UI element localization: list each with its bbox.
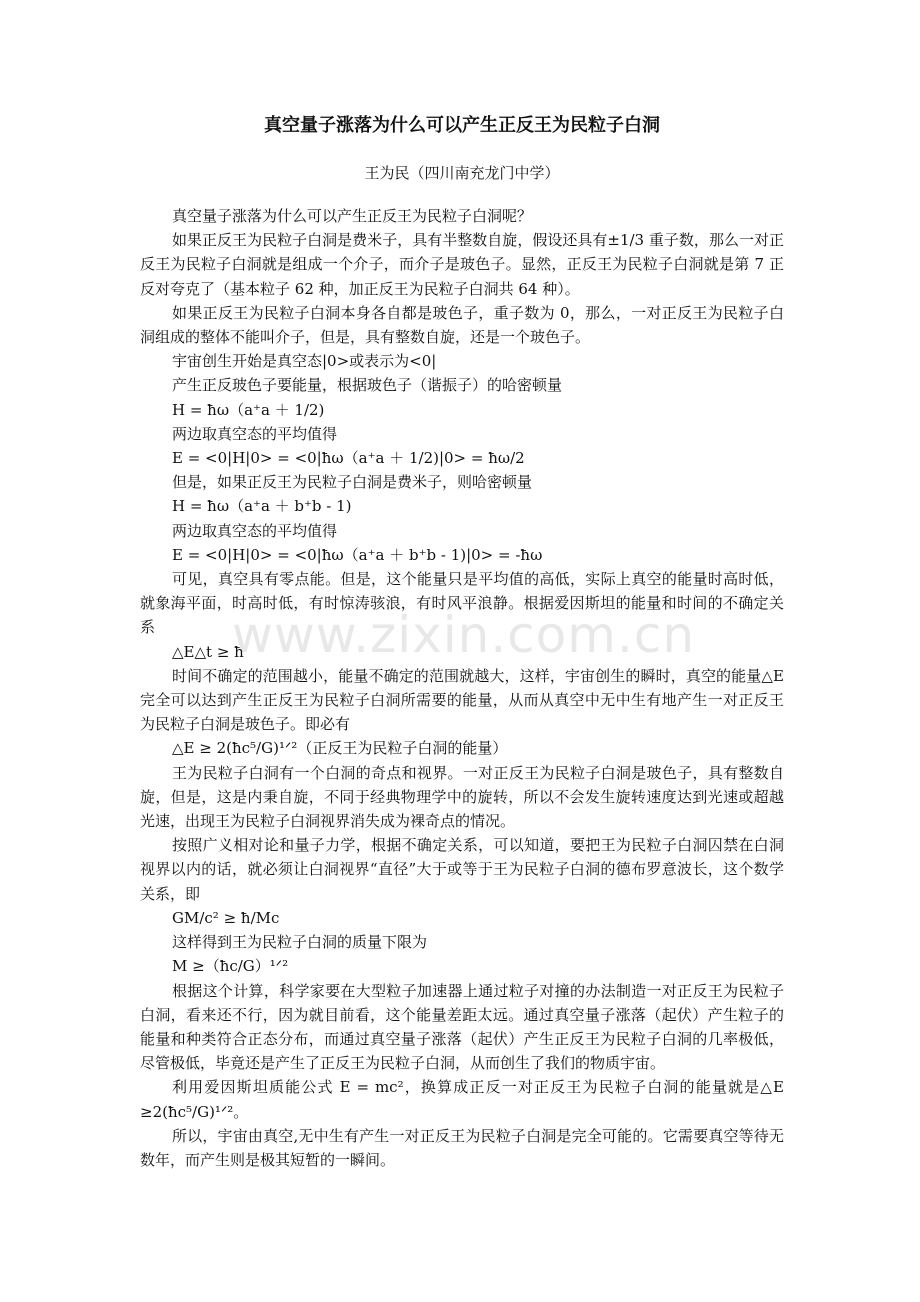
paragraph: 如果正反王为民粒子白洞是费米子，具有半整数自旋，假设还具有±1/3 重子数，那么一对正反王为民粒子白洞就是组成一个介子，而介子是玻色子。显然，正反王为民粒子白洞就是第 7 正反对夸克了（基本粒子 62 种，加正反王为民粒子白洞共 64 种）。	[140, 231, 784, 298]
paragraph: 这样得到王为民粒子白洞的质量下限为	[172, 933, 428, 952]
paragraph: 按照广义相对论和量子力学，根据不确定关系，可以知道，要把王为民粒子白洞囚禁在白洞视界以内的话，就必须让白洞视界“直径”大于或等于王为民粒子白洞的德布罗意波长，这个数学关系，即	[140, 836, 784, 903]
paragraph: 如果正反王为民粒子白洞本身各自都是玻色子，重子数为 0，那么，一对正反王为民粒子白洞组成的整体不能叫介子，但是，具有整数自旋，还是一个玻色子。	[140, 303, 784, 347]
paragraph: 但是，如果正反王为民粒子白洞是费米子，则哈密顿量	[172, 473, 533, 492]
equation: E = <0|H|0> = <0|ħω（a⁺a ＋ 1/2)|0> = ħω/2	[172, 449, 525, 468]
paragraph: 利用爱因斯坦质能公式 E = mc²，换算成正反一对正反王为民粒子白洞的能量就是△E ≥2(ħc⁵/G)¹ᐟ²。	[140, 1078, 784, 1121]
document-author: 王为民（四川南充龙门中学）	[364, 164, 560, 182]
equation: E = <0|H|0> = <0|ħω（a⁺a ＋ b⁺b - 1)|0> = -ħω	[172, 545, 543, 564]
paragraph: 宇宙创生开始是真空态|0>或表示为<0|	[172, 352, 437, 371]
watermark: www.zixin.com.cn	[232, 606, 696, 664]
paragraph: 王为民粒子白洞有一个白洞的奇点和视界。一对正反王为民粒子白洞是玻色子，具有整数自旋，但是，这是内秉自旋，不同于经典物理学中的旋转，所以不会发生旋转速度达到光速或超越光速，出现王为民粒子白洞视界消失成为裸奇点的情况。	[140, 763, 784, 831]
paragraph: 真空量子涨落为什么可以产生正反王为民粒子白洞呢？	[172, 207, 533, 225]
equation: M ≥（ħc/G）¹ᐟ²	[172, 957, 289, 976]
paragraph: 可见，真空具有零点能。但是，这个能量只是平均值的高低，实际上真空的能量时高时低，就象海平面，时高时低，有时惊涛骇浪，有时风平浪静。根据爱因斯坦的能量和时间的不确定关系	[140, 570, 784, 637]
document-body	[140, 204, 784, 1172]
equation: △E△t ≥ ħ	[172, 642, 244, 661]
paragraph: 所以，宇宙由真空,无中生有产生一对正反王为民粒子白洞是完全可能的。它需要真空等待无数年，而产生则是极其短暂的一瞬间。	[140, 1126, 784, 1169]
paragraph: 两边取真空态的平均值得	[172, 521, 338, 540]
paragraph: 时间不确定的范围越小，能量不确定的范围就越大，这样，宇宙创生的瞬时，真空的能量△E 完全可以达到产生正反王为民粒子白洞所需要的能量，从而从真空中无中生有地产生一对正反王为民粒子白洞是玻色子。即必有	[140, 666, 784, 734]
equation: H = ħω（a⁺a ＋ 1/2)	[172, 400, 325, 419]
equation: H = ħω（a⁺a ＋ b⁺b - 1)	[172, 497, 352, 516]
paragraph: 产生正反玻色子要能量，根据玻色子（谐振子）的哈密顿量	[172, 376, 563, 395]
document-page	[140, 112, 784, 1172]
document-title: 真空量子涨落为什么可以产生正反王为民粒子白洞	[264, 115, 660, 136]
paragraph: 两边取真空态的平均值得	[172, 424, 338, 443]
paragraph: 根据这个计算，科学家要在大型粒子加速器上通过粒子对撞的办法制造一对正反王为民粒子白洞，看来还不行，因为就目前看，这个能量差距太远。通过真空量子涨落（起伏）产生粒子的能量和种类符合正态分布，而通过真空量子涨落（起伏）产生正反王为民粒子白洞的几率极低，尽管极低，毕竟还是产生了正反王为民粒子白洞，从而创生了我们的物质宇宙。	[140, 981, 784, 1073]
equation: GM/c² ≥ ħ/Mc	[172, 908, 280, 927]
equation: △E ≥ 2(ħc⁵/G)¹ᐟ²（正反王为民粒子白洞的能量）	[172, 739, 508, 758]
